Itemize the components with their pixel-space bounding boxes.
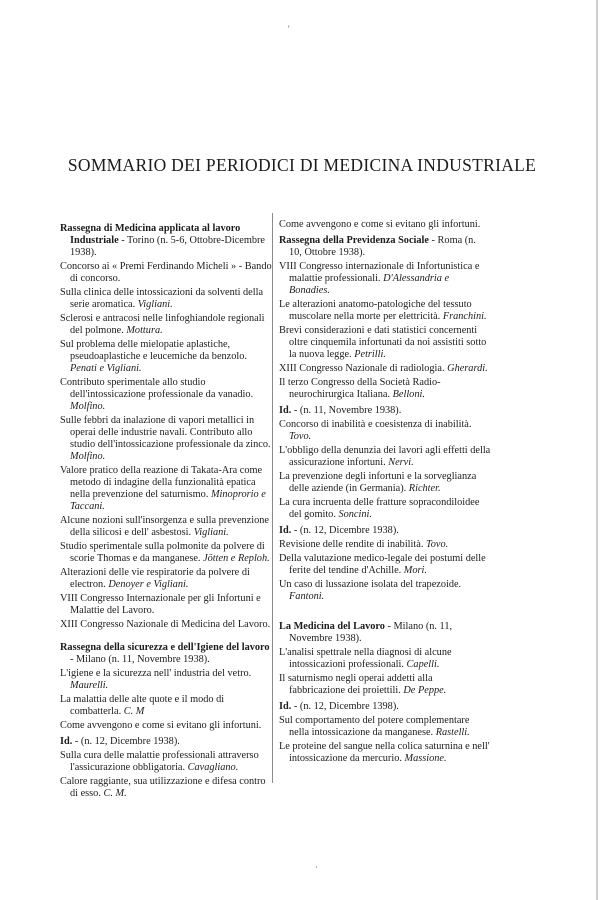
article-title: XIII Congresso Nazionale di radiologia. [279, 363, 448, 374]
article-title: Calore raggiante, sua utilizzazione e difesa contro di esso. [60, 776, 266, 799]
article-author: C. M. [103, 788, 127, 799]
article-title: Come avvengono e come si evitano gli infortuni. [279, 219, 481, 230]
article-entry [279, 363, 491, 375]
article-entry [60, 465, 272, 513]
article-entry [60, 313, 272, 337]
periodical-issue: - Roma (n. 10, Ottobre 1938). [289, 235, 476, 258]
article-entry [279, 419, 491, 443]
article-author: Fantoni. [289, 591, 325, 602]
periodical-issue: - (n. 12, Dicembre 1938). [72, 736, 180, 747]
article-author: Massione. [404, 753, 447, 764]
periodical-issue: - Milano (n. 11, Novembre 1938). [70, 654, 210, 665]
article-author: Minoprorio e Taccani. [70, 489, 266, 512]
periodical-name: Id. [60, 736, 73, 747]
article-title: La malattia delle alte quote e il modo di combatterla. [60, 694, 225, 717]
periodical-issue: - Milano (n. 11, Novembre 1938). [289, 621, 453, 644]
article-title: L'igiene e la sicurezza nell' industria del vetro. [60, 668, 252, 679]
article-title: Le alterazioni anatomo-patologiche del tessuto muscolare nella morte per elettricità. [279, 299, 472, 322]
article-title: Alterazioni delle vie respiratorie da polvere di electron. [60, 567, 250, 590]
article-entry [279, 673, 491, 697]
article-author: Molfino. [70, 401, 106, 412]
periodical-issue: - (n. 12, Dicembre 1938). [291, 525, 399, 536]
article-title: Sul comportamento del potere complementare nella intossicazione da manganese. [279, 715, 470, 738]
article-author: Vigliani. [193, 527, 229, 538]
article-title: Valore pratico della reazione di Takata-Ara come metodo di indagine della funzionalità epatica nella prevenzione del saturnismo. [60, 465, 263, 500]
article-author: Nervi. [388, 457, 414, 468]
article-title: Studio sperimentale sulla polmonite da polvere di scorie Thomas e da manganese. [60, 541, 265, 564]
article-author: Penati e Vigliani. [70, 363, 142, 374]
article-entry [279, 539, 491, 551]
periodical-name: Rassegna della sicurezza e dell'Igiene del lavoro [60, 642, 270, 653]
scan-page-edge [596, 0, 598, 900]
page-title: SOMMARIO DEI PERIODICI DI MEDICINA INDUSTRIALE [67, 155, 537, 175]
article-title: Concorso ai « Premi Ferdinando Micheli » - Bando di concorso. [60, 261, 272, 284]
article-author: Soncini. [338, 509, 372, 520]
article-entry [60, 515, 272, 539]
article-entry [279, 299, 491, 323]
article-entry [279, 647, 491, 671]
periodical-heading [60, 642, 272, 666]
article-author: D'Alessandria e Bonadies. [289, 273, 450, 296]
article-entry [60, 619, 272, 631]
article-entry [60, 261, 272, 285]
article-title: Sulle febbri da inalazione di vapori metallici in operai delle industrie navali. Contributo allo studio dell'intossicazione professionale da zinco. [60, 415, 271, 450]
article-entry [279, 261, 491, 297]
article-entry [60, 541, 272, 565]
article-title: La prevenzione degli infortuni e la sorveglianza delle aziende (in Germania). [279, 471, 477, 494]
periodical-name: La Medicina del Lavoro [279, 621, 385, 632]
article-author: Denoyer e Vigliani. [108, 579, 189, 590]
periodical-heading [60, 223, 272, 259]
article-title: Della valutazione medico-legale dei postumi delle ferite del tendine d'Achille. [279, 553, 486, 576]
article-entry [60, 567, 272, 591]
article-title: Sclerosi e antracosi nelle linfoghiandole regionali del polmone. [60, 313, 265, 336]
scan-speck: ' [288, 24, 290, 34]
article-entry [60, 593, 272, 617]
article-entry [279, 471, 491, 495]
article-title: Il terzo Congresso della Società Radio-neurochirurgica Italiana. [279, 377, 441, 400]
article-entry [60, 668, 272, 692]
article-title: Le proteine del sangue nella colica saturnina e nell' intossicazione da mercurio. [279, 741, 490, 764]
article-author: De Peppe. [403, 685, 447, 696]
article-author: Tovo. [289, 431, 312, 442]
left-column [60, 219, 272, 802]
article-entry [60, 694, 272, 718]
periodical-heading [279, 235, 491, 259]
article-title: Revisione delle rendite di inabilità. [279, 539, 426, 550]
article-author: Gherardi. [447, 363, 488, 374]
article-entry [60, 776, 272, 800]
article-title: Contributo sperimentale allo studio dell'intossicazione professionale da vanadio. [60, 377, 254, 400]
article-author: Franchini. [442, 311, 487, 322]
article-entry [279, 377, 491, 401]
article-title: VIII Congresso internazionale di Infortunistica e malattie professionali. [279, 261, 480, 284]
article-title: Sulla clinica delle intossicazioni da solventi della serie aromatica. [60, 287, 264, 310]
article-entry [60, 339, 272, 375]
article-entry [279, 325, 491, 361]
article-title: La cura incruenta delle fratture sopracondiloidee del gomito. [279, 497, 480, 520]
article-entry [279, 553, 491, 577]
article-entry [279, 497, 491, 521]
article-entry [279, 579, 491, 603]
scan-speck: · [315, 862, 318, 872]
article-entry [279, 219, 491, 231]
article-entry [279, 741, 491, 765]
article-entry [60, 720, 272, 732]
periodical-issue: - Torino (n. 5-6, Ottobre-Dicembre 1938). [70, 235, 265, 258]
article-entry [60, 750, 272, 774]
periodical-heading [279, 621, 491, 645]
periodical-heading [279, 405, 491, 417]
article-title: Sul problema delle mielopatie aplastiche, pseudoaplastiche e leucemiche da benzolo. [60, 339, 247, 362]
article-title: Concorso di inabilità e coesistenza di inabilità. [279, 419, 472, 430]
periodical-name: Rassegna di Medicina applicata al lavoro Industriale [60, 223, 241, 246]
article-author: Maurelli. [70, 680, 109, 691]
article-title: Brevi considerazioni e dati statistici concernenti oltre cinquemila infortunati da noi assistiti sotto la nuova legge. [279, 325, 487, 360]
periodical-issue: - (n. 11, Novembre 1938). [291, 405, 402, 416]
article-author: Vigliani. [137, 299, 173, 310]
periodical-name: Id. [279, 525, 292, 536]
article-author: Capelli. [406, 659, 440, 670]
article-title: Un caso di lussazione isolata del trapezoide. [279, 579, 462, 590]
article-author: Mottura. [126, 325, 163, 336]
article-title: Sulla cura delle malattie professionali attraverso l'assicurazione obbligatoria. [60, 750, 259, 773]
article-author: Jötten e Reploh. [203, 553, 270, 564]
right-column [279, 219, 491, 767]
article-author: Tovo. [425, 539, 449, 550]
article-title: VIII Congresso Internazionale per gli Infortuni e Malattie del Lavoro. [60, 593, 261, 616]
article-author: C. M [123, 706, 145, 717]
periodical-name: Id. [279, 701, 292, 712]
article-author: Petrilli. [354, 349, 386, 360]
article-author: Mori. [403, 565, 427, 576]
article-title: Il saturnismo negli operai addetti alla fabbricazione dei proiettili. [279, 673, 433, 696]
periodical-heading [279, 525, 491, 537]
article-title: Alcune nozioni sull'insorgenza e sulla prevenzione della silicosi e dell' asbestosi. [60, 515, 269, 538]
article-author: Belloni. [392, 389, 425, 400]
periodical-issue: - (n. 12, Dicembre 1398). [291, 701, 399, 712]
article-entry [60, 287, 272, 311]
article-entry [279, 715, 491, 739]
article-title: Come avvengono e come si evitano gli infortuni. [60, 720, 262, 731]
article-entry [60, 377, 272, 413]
article-author: Richter. [408, 483, 441, 494]
article-author: Cavagliano. [187, 762, 239, 773]
article-entry [60, 415, 272, 463]
periodical-heading [279, 701, 491, 713]
article-author: Molfino. [70, 451, 106, 462]
column-divider [272, 213, 273, 783]
article-author: Rastelli. [435, 727, 470, 738]
article-title: L'obbligo della denunzia dei lavori agli effetti della assicurazione infortuni. [279, 445, 491, 468]
periodical-name: Id. [279, 405, 292, 416]
article-title: XIII Congresso Nazionale di Medicina del Lavoro. [60, 619, 271, 630]
article-title: L'analisi spettrale nella diagnosi di alcune intossicazioni professionali. [279, 647, 452, 670]
periodical-heading [60, 736, 272, 748]
article-entry [279, 445, 491, 469]
periodical-name: Rassegna della Previdenza Sociale [279, 235, 429, 246]
